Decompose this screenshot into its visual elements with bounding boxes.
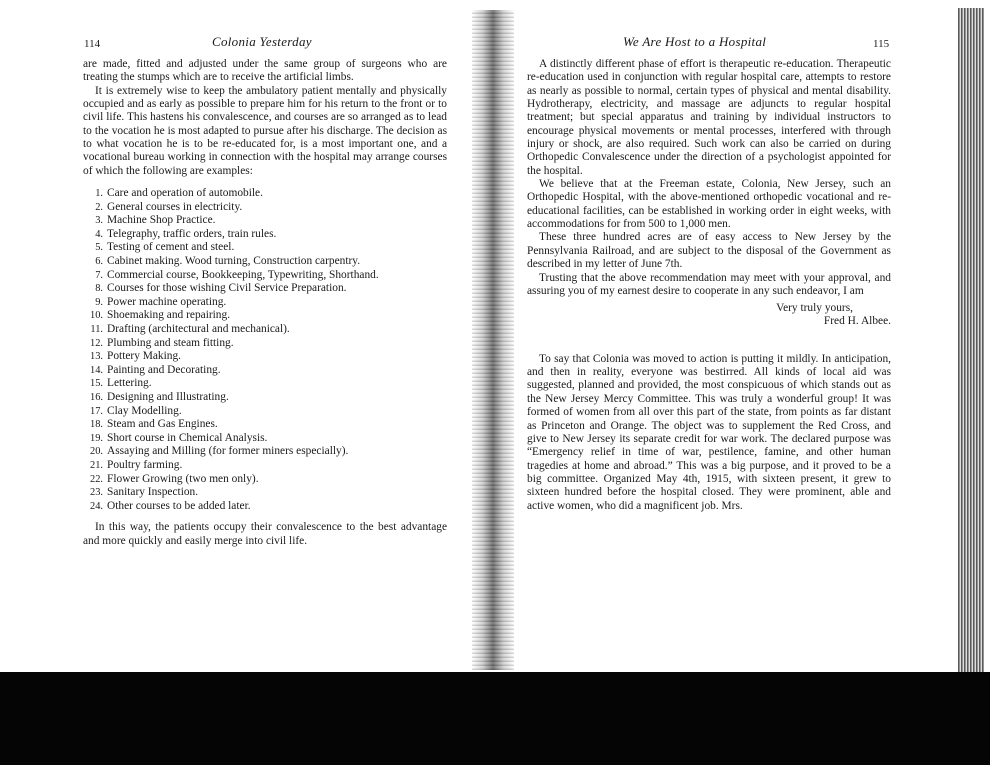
left-page-number: 114 [84, 38, 101, 50]
course-item [83, 309, 447, 323]
course-number: 2. [95, 201, 103, 213]
course-item [83, 418, 447, 432]
left-page-body [83, 58, 447, 548]
course-text: Commercial course, Bookkeeping, Typewriting, Shorthand. [107, 268, 379, 281]
course-text: Cabinet making. Wood turning, Construction carpentry. [107, 255, 361, 268]
course-number: 21. [90, 459, 103, 471]
course-number: 5. [95, 242, 103, 254]
vocation-paragraph: It is extremely wise to keep the ambulatory patient mentally and physically occupied and as early as possible to prepare him for his return to the front or to civil life. This hastens his convalescence, and courses are so arranged as to lead to the vocation he is most adapted to pursue after his discharge. The decision as to what vocation he is to be re-educated for, is a most important one, and a vocational bureau working in connection with the hospital may arrange courses of which the following are examples: [83, 84, 447, 177]
course-item [83, 282, 447, 296]
scanner-background [0, 672, 990, 765]
course-number: 17. [90, 405, 103, 417]
course-text: Machine Shop Practice. [107, 214, 216, 227]
course-number: 22. [90, 473, 103, 485]
course-number: 1. [95, 188, 103, 200]
access-paragraph: These three hundred acres are of easy access to New Jersey by the Pennsylvania Railroad, and are subject to the disposal of the Government as described in my letter of June 7th. [527, 231, 891, 271]
course-item [83, 364, 447, 378]
course-number: 3. [95, 215, 103, 227]
course-item [83, 255, 447, 269]
course-item [83, 269, 447, 283]
course-text: Clay Modelling. [107, 404, 182, 417]
course-item [83, 214, 447, 228]
right-page-body [527, 58, 891, 513]
course-number: 12. [90, 337, 103, 349]
page-edge-stack [958, 8, 984, 672]
course-number: 15. [90, 378, 103, 390]
course-item [83, 201, 447, 215]
course-text: Assaying and Milling (for former miners especially). [107, 445, 349, 458]
course-number: 24. [90, 500, 103, 512]
valediction: Very truly yours, [776, 302, 853, 315]
course-number: 18. [90, 419, 103, 431]
course-item [83, 500, 447, 514]
course-number: 10. [90, 310, 103, 322]
course-text: Drafting (architectural and mechanical). [107, 323, 290, 336]
course-number: 6. [95, 256, 103, 268]
intro-paragraph: are made, fitted and adjusted under the same group of surgeons who are treating the stumps which are to receive the artificial limbs. [83, 58, 447, 84]
mercy-committee-paragraph: To say that Colonia was moved to action is putting it mildly. In anticipation, and then in reality, everyone was bestirred. All kinds of local aid was suggested, planned and provided, the most conspicuous of which stands out as the New Jersey Mercy Committee. This was truly a wonderful group! It was formed of women from all over this part of the state, from points as far distant as Princeton and Orange. The object was to supplement the Red Cross, and give to New Jersey its separate credit for war work. The declared purpose was “Emergency relief in time of war, pestilence, famine, and other human tragedies at home and abroad.” This was a big purpose, and it proved to be a big committee. Organized May 4th, 1915, with sixteen present, it grew to sixteen hundred before the hospital closed. They were prominent, able and active women, who did a magnificent job. Mrs. [527, 352, 891, 512]
left-running-head: Colonia Yesterday [212, 34, 312, 49]
course-text: Poultry farming. [107, 458, 183, 471]
course-text: Sanitary Inspection. [107, 486, 199, 499]
course-text: Other courses to be added later. [107, 499, 251, 512]
course-number: 9. [95, 296, 103, 308]
trusting-paragraph: Trusting that the above recommendation may meet with your approval, and assuring you of my earnest desire to cooperate in any such endeavor, I am [527, 271, 891, 297]
right-running-head: We Are Host to a Hospital [623, 34, 767, 49]
course-number: 16. [90, 392, 103, 403]
course-text: Telegraphy, traffic orders, train rules. [107, 227, 277, 240]
course-item [83, 323, 447, 337]
course-item [83, 473, 447, 487]
course-number: 23. [90, 487, 103, 499]
course-text: Designing and Illustrating. [107, 391, 229, 403]
course-item [83, 241, 447, 255]
course-item [83, 445, 447, 459]
section-break [527, 329, 891, 353]
course-text: General courses in electricity. [107, 200, 243, 213]
course-item [83, 391, 447, 405]
course-text: Shoemaking and repairing. [107, 309, 231, 322]
course-item [83, 486, 447, 500]
right-page-number: 115 [873, 38, 890, 50]
course-item [83, 432, 447, 446]
course-number: 11. [90, 324, 103, 336]
course-number: 7. [95, 269, 103, 281]
course-item [83, 296, 447, 310]
course-number: 20. [90, 446, 103, 458]
course-number: 19. [90, 432, 103, 444]
course-text: Courses for those wishing Civil Service Preparation. [107, 282, 347, 295]
book-gutter [472, 10, 514, 670]
course-text: Pottery Making. [107, 350, 182, 363]
course-text: Testing of cement and steel. [107, 241, 235, 254]
letter-closing [527, 302, 891, 329]
course-number: 14. [90, 364, 103, 376]
course-list [83, 187, 447, 513]
course-item [83, 337, 447, 351]
course-text: Steam and Gas Engines. [107, 418, 218, 431]
course-text: Care and operation of automobile. [107, 187, 263, 200]
course-item [83, 405, 447, 419]
course-text: Plumbing and steam fitting. [107, 336, 234, 349]
course-item [83, 187, 447, 201]
course-item [83, 377, 447, 391]
signature: Fred H. Albee. [823, 315, 891, 328]
course-text: Painting and Decorating. [107, 363, 221, 376]
course-number: 13. [90, 351, 103, 363]
therapeutic-paragraph: A distinctly different phase of effort is therapeutic re-education. Therapeutic re-education used in conjunction with regular hospital care, attempts to restore as nearly as possible to normal, certain types of physical and mental disability. Hydrotherapy, electricity, and massage are adjuncts to regular hospital treatment; but special apparatus and training by individual instructors to encourage physical movements or mental processes, interfered with through injury or shock, are also required. Such work can also be carried on during Orthopedic Convalescence under the direction of a psychologist appointed for the hospital. [527, 58, 891, 177]
closing-paragraph: In this way, the patients occupy their convalescence to the best advantage and more quickly and easily merge into civil life. [83, 521, 447, 547]
freeman-estate-paragraph: We believe that at the Freeman estate, Colonia, New Jersey, such an Orthopedic Hospital, with the above-mentioned orthopedic vocational and re-educational facilities, can be established in working order in eight weeks, with accommodations for from 500 to 1,000 men. [527, 178, 891, 231]
course-text: Power machine operating. [107, 295, 227, 308]
course-number: 8. [95, 283, 103, 295]
course-text: Short course in Chemical Analysis. [107, 431, 268, 444]
course-item [83, 228, 447, 242]
course-text: Lettering. [107, 377, 152, 390]
course-item [83, 459, 447, 473]
course-item [83, 350, 447, 364]
course-number: 4. [95, 228, 103, 240]
course-text: Flower Growing (two men only). [107, 472, 259, 485]
